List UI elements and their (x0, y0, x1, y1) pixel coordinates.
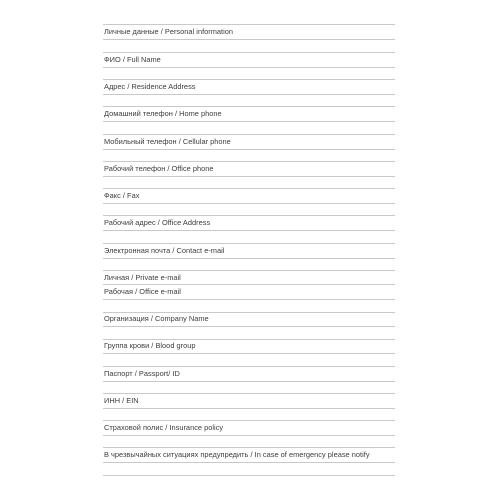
field-label-residence-address: Адрес / Residence Address (104, 82, 196, 91)
divider-line (103, 393, 395, 394)
divider-line (103, 24, 395, 25)
divider-line (103, 52, 395, 53)
divider-line (103, 339, 395, 340)
divider-line (103, 215, 395, 216)
field-label-office-email: Рабочая / Office e-mail (104, 287, 181, 296)
divider-line (103, 366, 395, 367)
field-input-line[interactable] (103, 435, 395, 436)
field-input-line[interactable] (103, 176, 395, 177)
field-label-passport-id: Паспорт / Passport/ ID (104, 369, 180, 378)
field-label-office-phone: Рабочий телефон / Office phone (104, 164, 214, 173)
field-input-line[interactable] (103, 149, 395, 150)
field-label-fax: Факс / Fax (104, 191, 140, 200)
field-label-company-name: Организация / Company Name (104, 314, 209, 323)
field-input-line[interactable] (103, 475, 395, 476)
divider-line (103, 243, 395, 244)
divider-line (103, 161, 395, 162)
divider-line (103, 106, 395, 107)
personal-information-form (103, 0, 395, 500)
field-input-line[interactable] (103, 121, 395, 122)
field-label-home-phone: Домашний телефон / Home phone (104, 109, 222, 118)
field-label-insurance-policy: Страховой полис / Insurance policy (104, 423, 224, 432)
divider-line (103, 270, 395, 271)
field-input-line[interactable] (103, 284, 395, 285)
field-label-office-address: Рабочий адрес / Office Address (104, 218, 211, 227)
field-input-line[interactable] (103, 353, 395, 354)
field-label-blood-group: Группа крови / Blood group (104, 341, 196, 350)
divider-line (103, 79, 395, 80)
field-input-line[interactable] (103, 230, 395, 231)
field-input-line[interactable] (103, 299, 395, 300)
field-label-full-name: ФИО / Full Name (104, 55, 161, 64)
field-input-line[interactable] (103, 203, 395, 204)
field-input-line[interactable] (103, 67, 395, 68)
field-input-line[interactable] (103, 381, 395, 382)
divider-line (103, 312, 395, 313)
divider-line (103, 188, 395, 189)
field-input-line[interactable] (103, 408, 395, 409)
field-label-personal-information: Личные данные / Personal information (104, 27, 234, 36)
divider-line (103, 134, 395, 135)
field-label-emergency-contact: В чрезвычайных ситуациях предупредить / In case of emergency please notify (104, 450, 370, 459)
field-input-line[interactable] (103, 326, 395, 327)
field-label-ein: ИНН / EIN (104, 396, 139, 405)
divider-line (103, 420, 395, 421)
field-input-line[interactable] (103, 94, 395, 95)
field-label-private-email: Личная / Private e-mail (104, 273, 181, 282)
divider-line (103, 39, 395, 40)
field-input-line[interactable] (103, 258, 395, 259)
divider-line (103, 447, 395, 448)
field-label-contact-email: Электронная почта / Contact e-mail (104, 246, 225, 255)
field-input-line[interactable] (103, 462, 395, 463)
field-label-cellular-phone: Мобильный телефон / Cellular phone (104, 137, 231, 146)
